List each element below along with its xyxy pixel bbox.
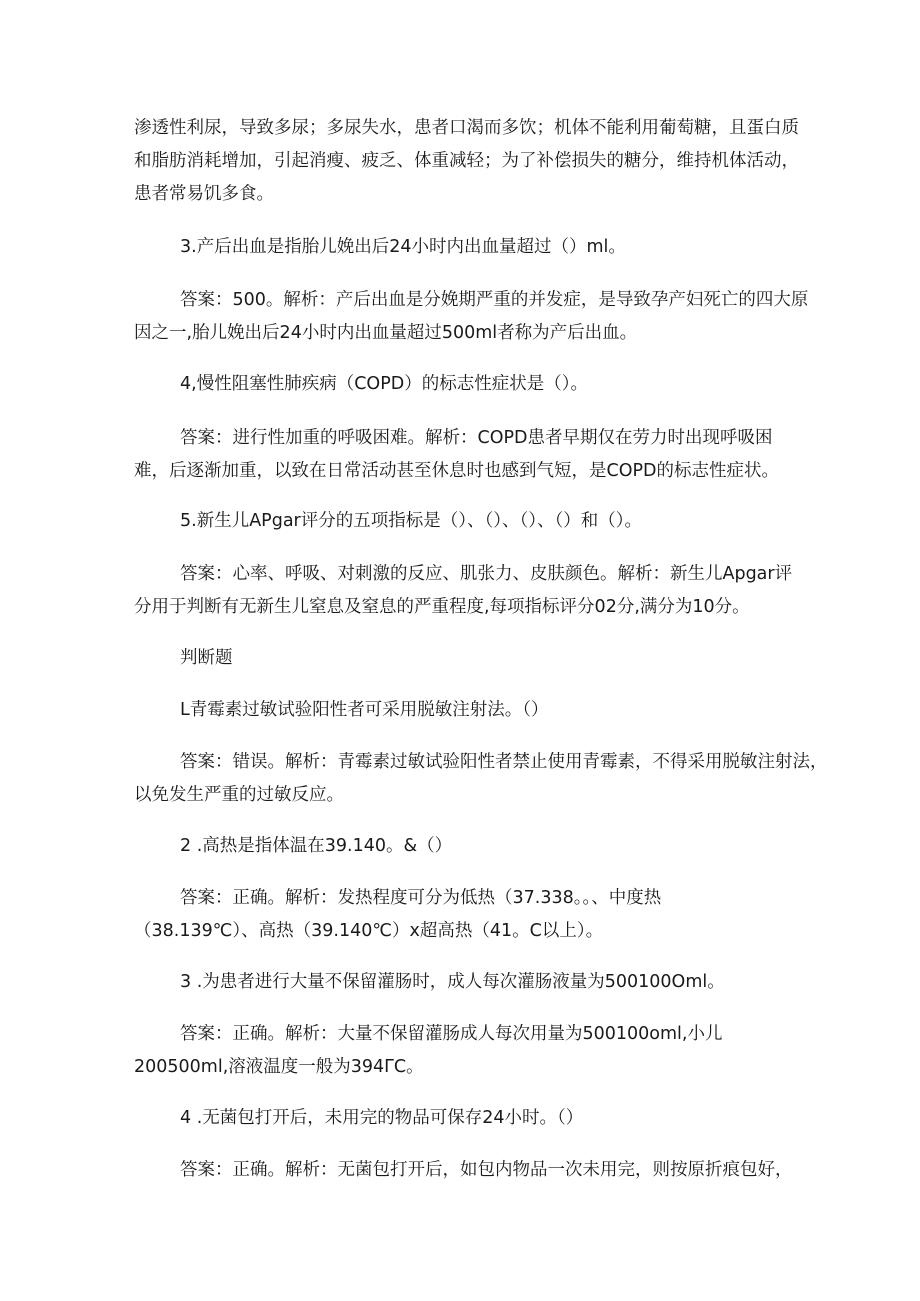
question-4 — [180, 368, 794, 401]
text-line: 答案：500。解析：产后出血是分娩期严重的并发症，是导致孕产妇死亡的四大原 — [180, 290, 809, 310]
question-text: 4 .无菌包打开后，未用完的物品可保存24小时。（） — [180, 1108, 584, 1128]
text-line: 答案：正确。解析：发热程度可分为低热（37.338。。、中度热 — [180, 888, 662, 908]
section-title-text: 判断题 — [180, 648, 233, 668]
text-line: 因之一,胎儿娩出后24小时内出血量超过500ml者称为产后出血。 — [134, 323, 638, 343]
text-line: 200500ml,溶液温度一般为394ΓC。 — [134, 1057, 424, 1077]
text-line: （38.139℃）、高热（39.140℃）x超高热（41。C以上）。 — [134, 921, 604, 941]
question-text: 3.产后出血是指胎儿娩出后24小时内出血量超过（）ml。 — [180, 237, 626, 257]
text-line: 渗透性利尿，导致多尿；多尿失水，患者口渴而多饮；机体不能利用葡萄糖，且蛋白质 — [134, 118, 799, 138]
text-line: 答案：正确。解析：无菌包打开后，如包内物品一次未用完，则按原折痕包好， — [180, 1160, 793, 1180]
text-line: 分用于判断有无新生儿窒息及窒息的严重程度,每项指标评分02分,满分为10分。 — [134, 597, 750, 617]
judge-answer-4 — [180, 1154, 794, 1187]
text-line: 答案：错误。解析：青霉素过敏试验阳性者禁止使用青霉素，不得采用脱敏注射法， — [180, 752, 828, 772]
answer-3 — [134, 284, 809, 350]
text-line: 患者常易饥多食。 — [134, 184, 274, 204]
text-line: 和脂肪消耗增加，引起消瘦、疲乏、体重减轻；为了补偿损失的糖分，维持机体活动， — [134, 151, 799, 171]
text-line: 答案：进行性加重的呼吸困难。解析：COPD患者早期仅在劳力时出现呼吸困 — [180, 428, 773, 448]
judge-question-3 — [180, 966, 794, 999]
text-line: 答案：心率、呼吸、对刺激的反应、肌张力、皮肤颜色。解析：新生儿Apgar评 — [180, 564, 793, 584]
answer-4 — [134, 422, 794, 488]
answer-5 — [134, 558, 794, 624]
text-line: 以免发生严重的过敏反应。 — [134, 785, 344, 805]
judge-answer-3 — [134, 1018, 794, 1084]
question-text: L青霉素过敏试验阳性者可采用脱敏注射法。（） — [180, 700, 549, 720]
judge-question-4 — [180, 1102, 794, 1135]
text-line: 难，后逐渐加重，以致在日常活动甚至休息时也感到气短，是COPD的标志性症状。 — [134, 461, 780, 481]
question-text: 4,慢性阻塞性肺疾病（COPD）的标志性症状是（）。 — [180, 374, 588, 394]
judge-question-2 — [180, 830, 794, 863]
question-text: 5.新生儿APgar评分的五项指标是（）、（）、（）、（）和（）。 — [180, 511, 642, 531]
judge-question-1 — [180, 694, 794, 727]
text-line: 答案：正确。解析：大量不保留灌肠成人每次用量为500100oml,小儿 — [180, 1024, 723, 1044]
judge-answer-1 — [134, 746, 828, 812]
judge-answer-2 — [134, 882, 794, 948]
question-5 — [180, 505, 794, 538]
question-text: 2 .高热是指体温在39.140。&（） — [180, 836, 453, 856]
section-title — [180, 642, 794, 675]
question-3 — [180, 231, 794, 264]
intro-paragraph — [134, 112, 799, 211]
question-text: 3 .为患者进行大量不保留灌肠时，成人每次灌肠液量为500100Oml。 — [180, 972, 725, 992]
